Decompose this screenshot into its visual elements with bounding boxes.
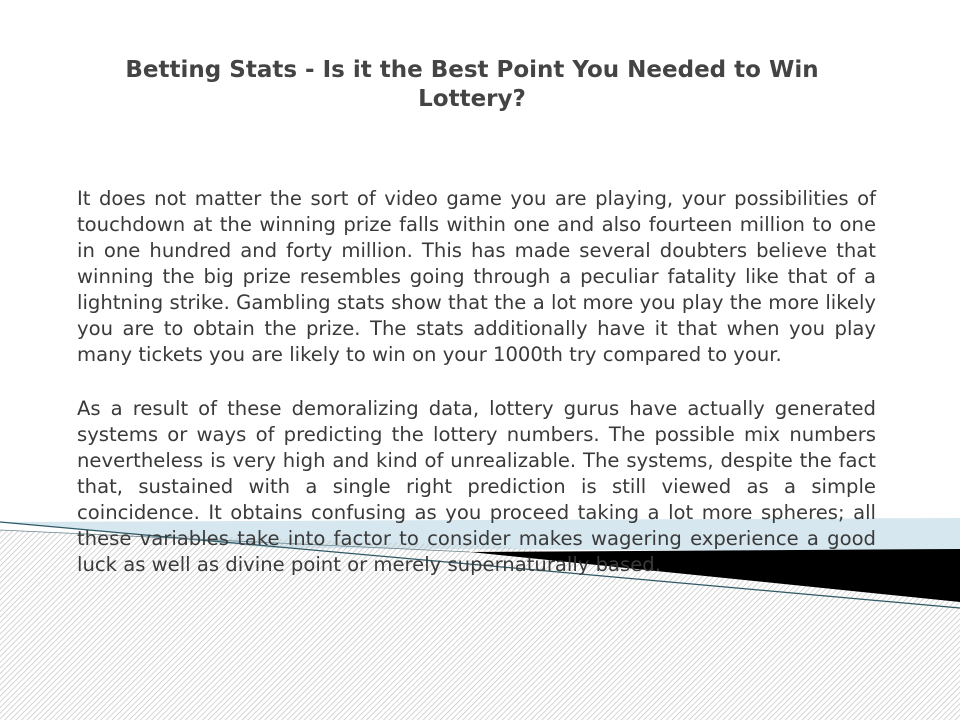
slide-body [77,186,876,606]
body-paragraph: It does not matter the sort of video game you are playing, your possibilities of touchdown at the winning prize falls within one and also fourteen million to one in one hundred and forty million. This has made several doubters believe that winning the big prize resembles going through a peculiar fatality like that of a lightning strike. Gambling stats show that the a lot more you play the more likely you are to obtain the prize. The stats additionally have it that when you play many tickets you are likely to win on your 1000th try compared to your. [77,187,876,366]
slide-title: Betting Stats - Is it the Best Point You Needed to Win Lottery? [125,57,819,112]
body-paragraph: As a result of these demoralizing data, lottery gurus have actually generated systems or ways of predicting the lottery numbers. The possible mix numbers nevertheless is very high and kind of unrealizable. The systems, despite the fact that, sustained with a single right prediction is still viewed as a simple coincidence. It obtains confusing as you proceed taking a lot more spheres; all these variables take into factor to consider makes wagering experience a good luck as well as divine point or merely supernaturally based. [77,397,876,576]
